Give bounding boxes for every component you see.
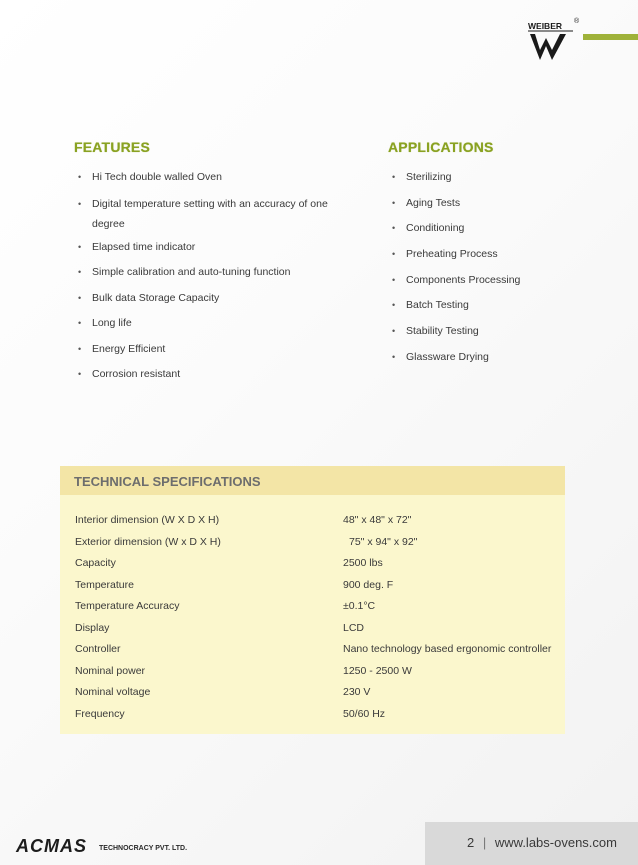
list-item: • Glassware Drying [392,351,612,364]
spec-value: 2500 lbs [343,557,383,569]
spec-label: Frequency [75,707,125,720]
page-number: 2 [467,835,475,850]
list-item: • Simple calibration and auto-tuning function [78,266,348,279]
spec-value: ±0.1°C [343,600,376,612]
spec-value: 230 V [343,686,371,698]
spec-row [60,579,565,599]
logo-text: WEIBER [528,21,562,31]
spec-label: Nominal power [75,664,146,677]
spec-label: Exterior dimension (W x D X H) [75,535,221,548]
list-item: • Batch Testing [392,299,612,312]
features-list [78,171,348,394]
specs-heading: TECHNICAL SPECIFICATIONS [74,474,261,489]
applications-heading: APPLICATIONS [388,139,494,155]
list-item: • Hi Tech double walled Oven [78,171,348,184]
weiber-logo [522,16,582,64]
list-item: • Components Processing [392,274,612,287]
website-link[interactable]: www.labs-ovens.com [494,835,617,850]
spec-row [60,600,565,620]
spec-row [60,536,565,556]
spec-row [60,643,565,663]
specs-header-band [60,466,565,495]
company-suffix: TECHNOCRACY PVT. LTD. [99,845,188,852]
spec-value: 1250 - 2500 W [343,664,412,677]
spec-label: Capacity [75,557,116,569]
spec-row [60,622,565,642]
spec-row [60,665,565,685]
footer-tab [425,822,638,865]
spec-row [60,708,565,728]
list-item: • Bulk data Storage Capacity [78,292,348,305]
list-item: • Preheating Process [392,248,612,261]
applications-list [392,171,612,377]
spec-label: Temperature [75,578,134,591]
list-item: • Stability Testing [392,325,612,338]
spec-label: Controller [75,643,121,655]
weiber-logo-mark [522,16,582,64]
spec-label: Nominal voltage [75,686,151,698]
spec-row [60,686,565,706]
spec-value: Nano technology based ergonomic controller [343,643,552,655]
list-item: • Energy Efficient [78,343,348,356]
list-item: • Conditioning [392,222,612,235]
list-item: • Sterilizing [392,171,612,184]
list-item: • Long life [78,317,348,330]
spec-row [60,514,565,534]
spec-row [60,557,565,577]
spec-value: 48" x 48" x 72" [343,514,412,526]
footer-separator: | [482,835,487,850]
spec-label: Display [75,621,110,634]
logo-accent-bar [583,34,638,40]
registered-mark: ® [574,18,580,25]
acmas-wordmark: ACMAS [16,836,87,856]
spec-value: LCD [343,621,365,634]
spec-value: 75" x 94" x 92" [349,535,418,548]
spec-label: Interior dimension (W X D X H) [75,514,220,526]
technical-specifications-panel [60,466,565,734]
spec-label: Temperature Accuracy [75,600,180,612]
list-item: • Elapsed time indicator [78,241,348,254]
features-heading: FEATURES [74,139,151,155]
list-item: • Corrosion resistant [78,368,348,381]
spec-value: 900 deg. F [343,578,394,591]
list-item: • Digital temperature setting with an accuracy of one degree [78,194,348,234]
footer-text [467,835,617,850]
list-item: • Aging Tests [392,197,612,210]
spec-value: 50/60 Hz [343,707,386,720]
